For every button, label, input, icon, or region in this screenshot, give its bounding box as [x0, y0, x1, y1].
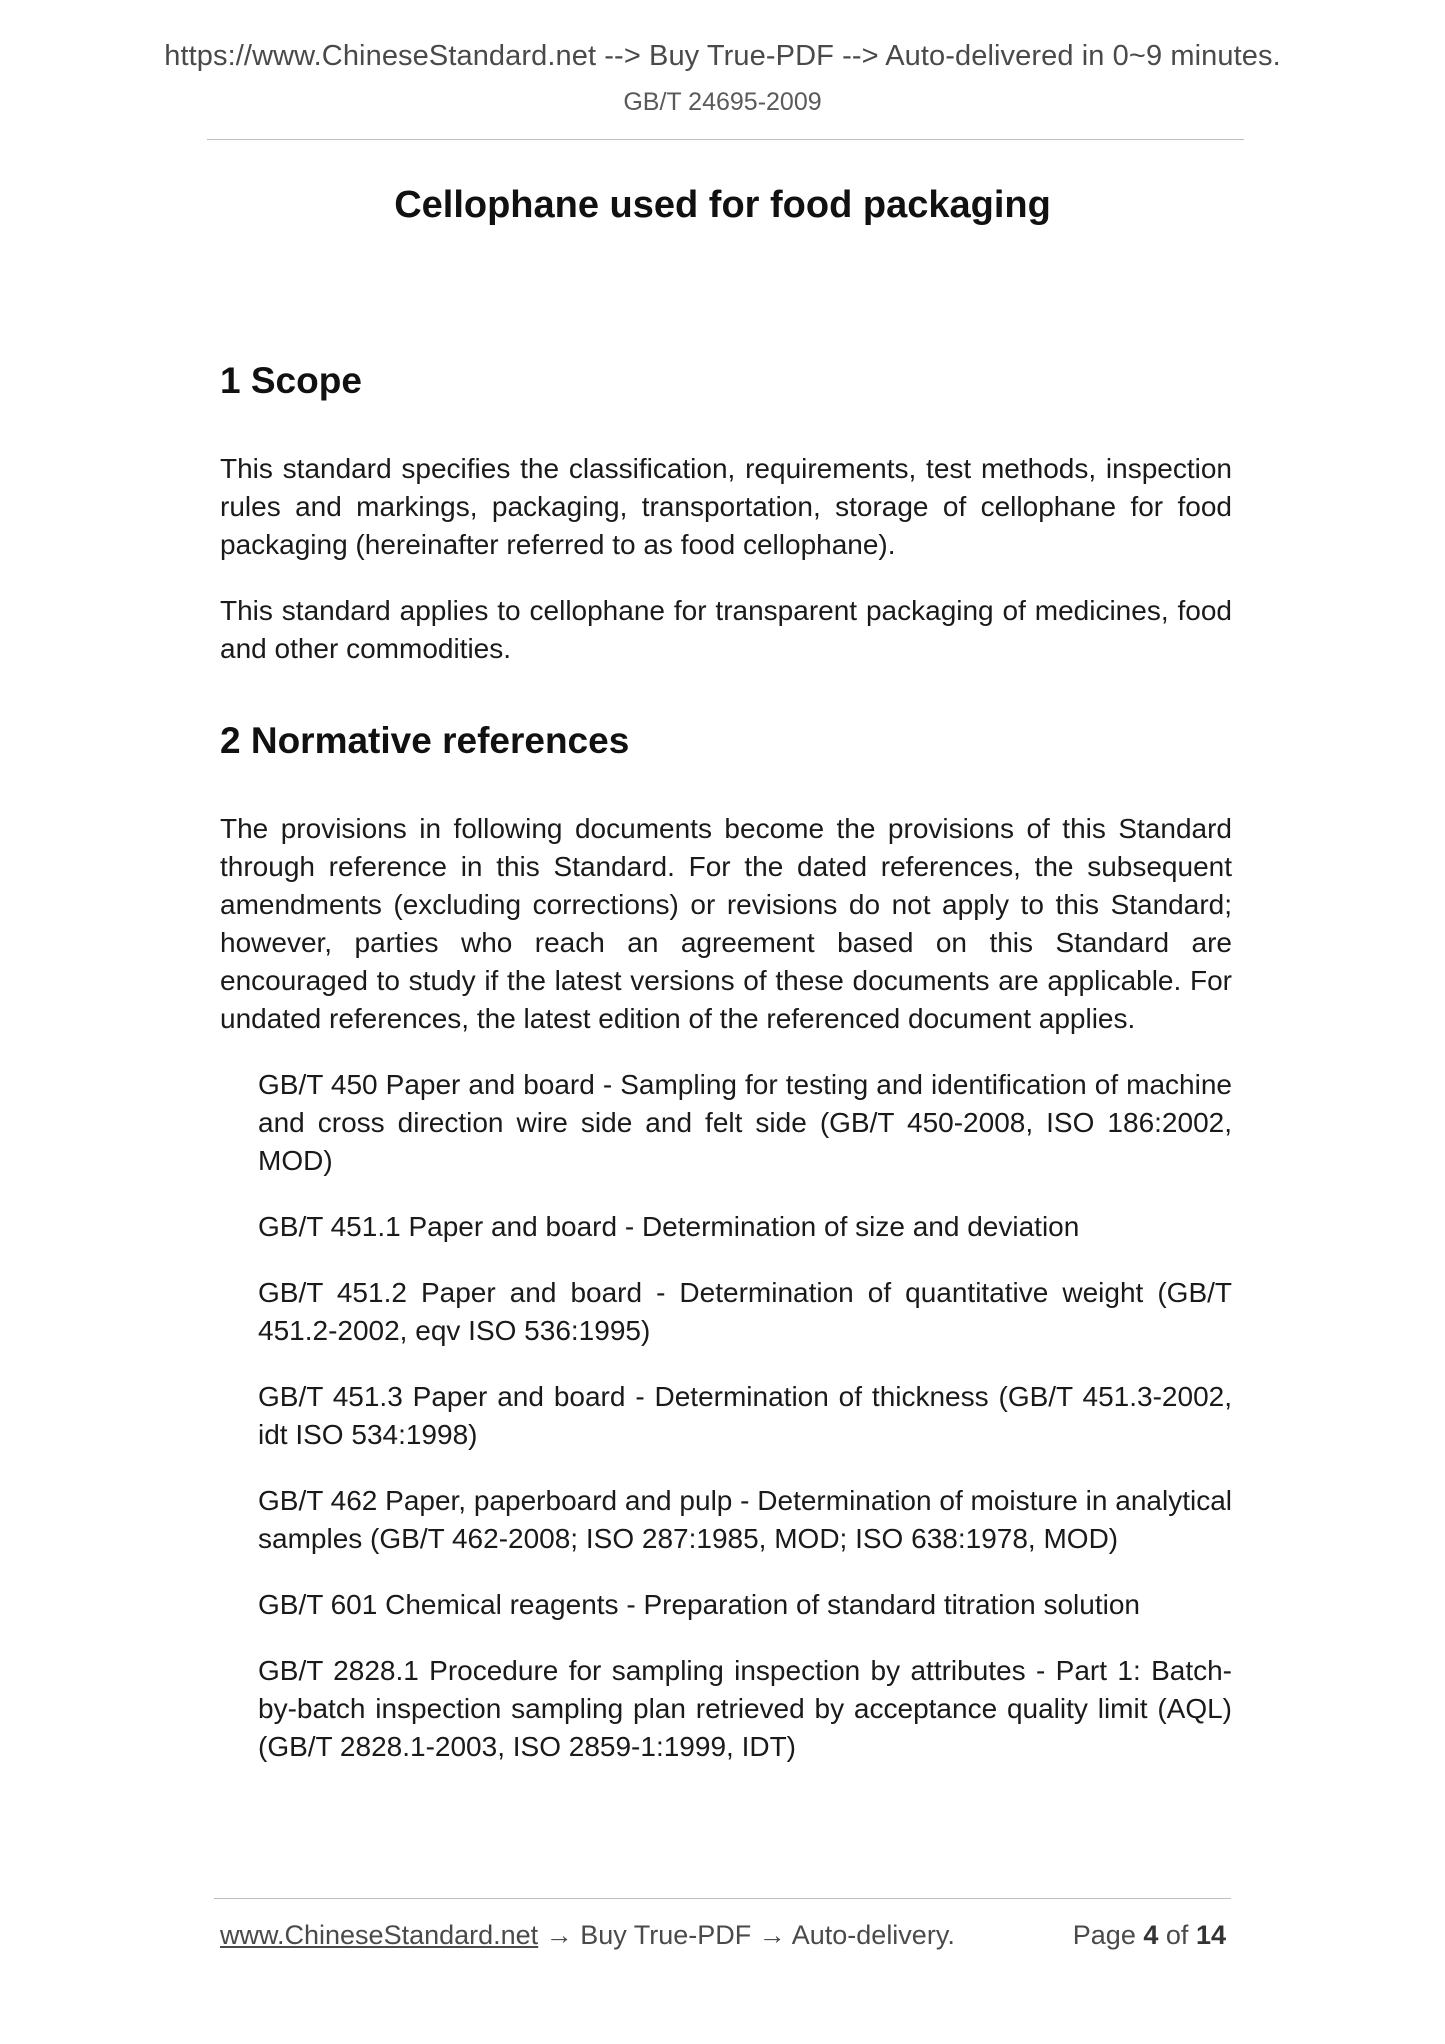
footer-tagline: → Buy True-PDF → Auto-delivery.: [538, 1920, 955, 1950]
reference-item: GB/T 451.2 Paper and board - Determination of quantitative weight (GB/T 451.2-2002, eqv ISO 536:1995): [258, 1277, 1232, 1346]
reference-item: GB/T 601 Chemical reagents - Preparation of standard titration solution: [258, 1589, 1140, 1620]
reference-item: GB/T 451.3 Paper and board - Determination of thickness (GB/T 451.3-2002, idt ISO 534:1998): [258, 1381, 1232, 1450]
section-heading-normative-references: 2 Normative references: [220, 720, 630, 761]
section-heading-scope: 1 Scope: [220, 360, 362, 401]
current-page-number: 4: [1143, 1920, 1159, 1950]
header-url-line: https://www.ChineseStandard.net --> Buy True-PDF --> Auto-delivered in 0~9 minutes.: [164, 40, 1281, 72]
of-label: of: [1165, 1920, 1189, 1950]
reference-item: GB/T 2828.1 Procedure for sampling inspection by attributes - Part 1: Batch-by-batch inspection sampling plan retrieved by acceptance quality limit (AQL) (GB/T 2828.1-2003, ISO 2859-1:1999, IDT): [258, 1655, 1232, 1762]
references-intro-paragraph: The provisions in following documents become the provisions of this Standard through reference in this Standard. For the dated references, the subsequent amendments (excluding corrections) or revisions do not apply to this Standard; however, parties who reach an agreement based on this Standard are encouraged to study if the latest versions of these documents are applicable. For undated references, the latest edition of the referenced document applies.: [220, 813, 1232, 1034]
reference-item: GB/T 462 Paper, paperboard and pulp - Determination of moisture in analytical samples (GB/T 462-2008; ISO 287:1985, MOD; ISO 638:1978, MOD): [258, 1485, 1232, 1554]
document-body: [220, 360, 1232, 1794]
footer: [220, 1920, 1232, 1951]
standard-code: GB/T 24695-2009: [623, 88, 822, 116]
total-pages: 14: [1195, 1920, 1226, 1950]
page-label: Page: [1072, 1920, 1136, 1950]
reference-list: [220, 1066, 1232, 1766]
reference-item: GB/T 450 Paper and board - Sampling for testing and identification of machine and cross direction wire side and felt side (GB/T 450-2008, ISO 186:2002, MOD): [258, 1069, 1232, 1176]
footer-site-link[interactable]: www.ChineseStandard.net: [220, 1920, 539, 1950]
footer-divider: [214, 1898, 1231, 1899]
page-indicator: [1073, 1920, 1226, 1951]
scope-paragraph: This standard applies to cellophane for transparent packaging of medicines, food and other commodities.: [220, 595, 1232, 664]
scope-paragraph: This standard specifies the classification, requirements, test methods, inspection rules and markings, packaging, transportation, storage of cellophane for food packaging (hereinafter referred to as food cellophane).: [220, 453, 1232, 560]
page-title: Cellophane used for food packaging: [394, 184, 1051, 226]
reference-item: GB/T 451.1 Paper and board - Determination of size and deviation: [258, 1211, 1080, 1242]
header-divider: [207, 139, 1244, 140]
